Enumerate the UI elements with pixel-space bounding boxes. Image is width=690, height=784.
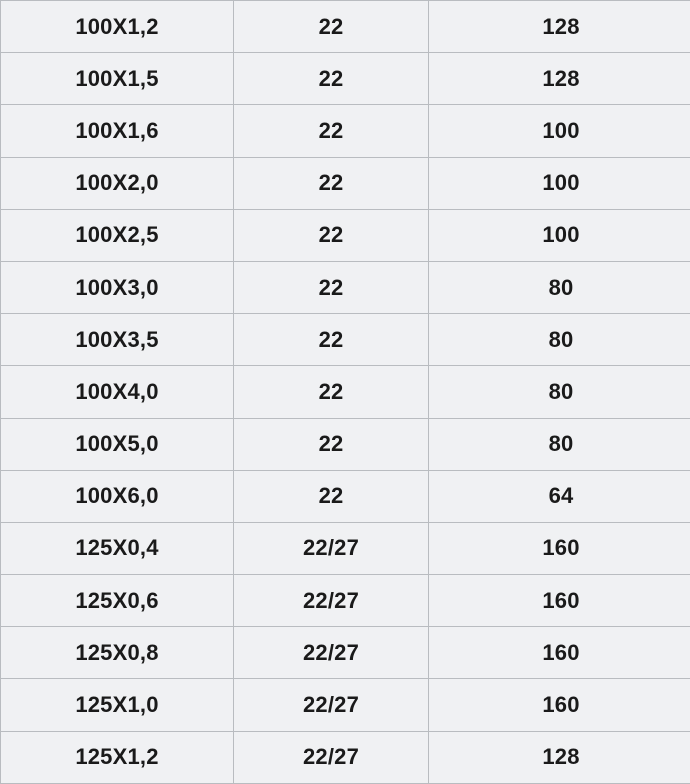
table-row (1, 157, 690, 209)
table-cell-value_c: 160 (429, 522, 690, 574)
table-row (1, 209, 690, 261)
table-cell-value_b: 22/27 (234, 575, 429, 627)
table-row (1, 522, 690, 574)
table-row (1, 679, 690, 731)
table-cell-value_c: 160 (429, 679, 690, 731)
table-cell-value_c: 128 (429, 53, 690, 105)
table-cell-size: 125X0,4 (1, 522, 234, 574)
table-cell-value_b: 22 (234, 418, 429, 470)
table-cell-value_c: 100 (429, 105, 690, 157)
table-cell-size: 100X3,0 (1, 261, 234, 313)
table-cell-value_b: 22 (234, 261, 429, 313)
table-cell-size: 125X0,8 (1, 627, 234, 679)
table-row (1, 418, 690, 470)
table-cell-value_c: 160 (429, 575, 690, 627)
table-cell-value_c: 80 (429, 366, 690, 418)
table-cell-value_b: 22/27 (234, 679, 429, 731)
table-cell-size: 100X2,5 (1, 209, 234, 261)
table-row (1, 731, 690, 783)
table-cell-value_b: 22 (234, 53, 429, 105)
table-cell-value_b: 22 (234, 314, 429, 366)
table-cell-size: 100X4,0 (1, 366, 234, 418)
table-cell-value_b: 22 (234, 366, 429, 418)
table-cell-value_b: 22 (234, 157, 429, 209)
table-row (1, 627, 690, 679)
table-cell-size: 125X0,6 (1, 575, 234, 627)
table-cell-size: 100X1,6 (1, 105, 234, 157)
table-row (1, 366, 690, 418)
table-row (1, 1, 690, 53)
table-cell-value_c: 80 (429, 261, 690, 313)
table-cell-value_b: 22 (234, 470, 429, 522)
table-cell-size: 100X6,0 (1, 470, 234, 522)
table-cell-size: 100X5,0 (1, 418, 234, 470)
table-cell-value_c: 100 (429, 209, 690, 261)
table-cell-size: 100X3,5 (1, 314, 234, 366)
table-cell-value_b: 22 (234, 209, 429, 261)
table-cell-value_c: 80 (429, 418, 690, 470)
table-cell-value_b: 22/27 (234, 731, 429, 783)
table-cell-size: 125X1,2 (1, 731, 234, 783)
table-cell-value_b: 22 (234, 1, 429, 53)
table-cell-value_c: 128 (429, 1, 690, 53)
table-cell-value_c: 64 (429, 470, 690, 522)
table-row (1, 105, 690, 157)
table-cell-value_c: 100 (429, 157, 690, 209)
table-cell-value_c: 160 (429, 627, 690, 679)
table-body (1, 1, 690, 784)
table-row (1, 575, 690, 627)
table-cell-size: 100X1,5 (1, 53, 234, 105)
table-row (1, 470, 690, 522)
table-row (1, 261, 690, 313)
table-cell-size: 125X1,0 (1, 679, 234, 731)
table-cell-size: 100X2,0 (1, 157, 234, 209)
table-cell-size: 100X1,2 (1, 1, 234, 53)
table-cell-value_b: 22/27 (234, 627, 429, 679)
table-cell-value_b: 22/27 (234, 522, 429, 574)
table-row (1, 53, 690, 105)
table-cell-value_c: 128 (429, 731, 690, 783)
table-row (1, 314, 690, 366)
table-cell-value_c: 80 (429, 314, 690, 366)
table-cell-value_b: 22 (234, 105, 429, 157)
